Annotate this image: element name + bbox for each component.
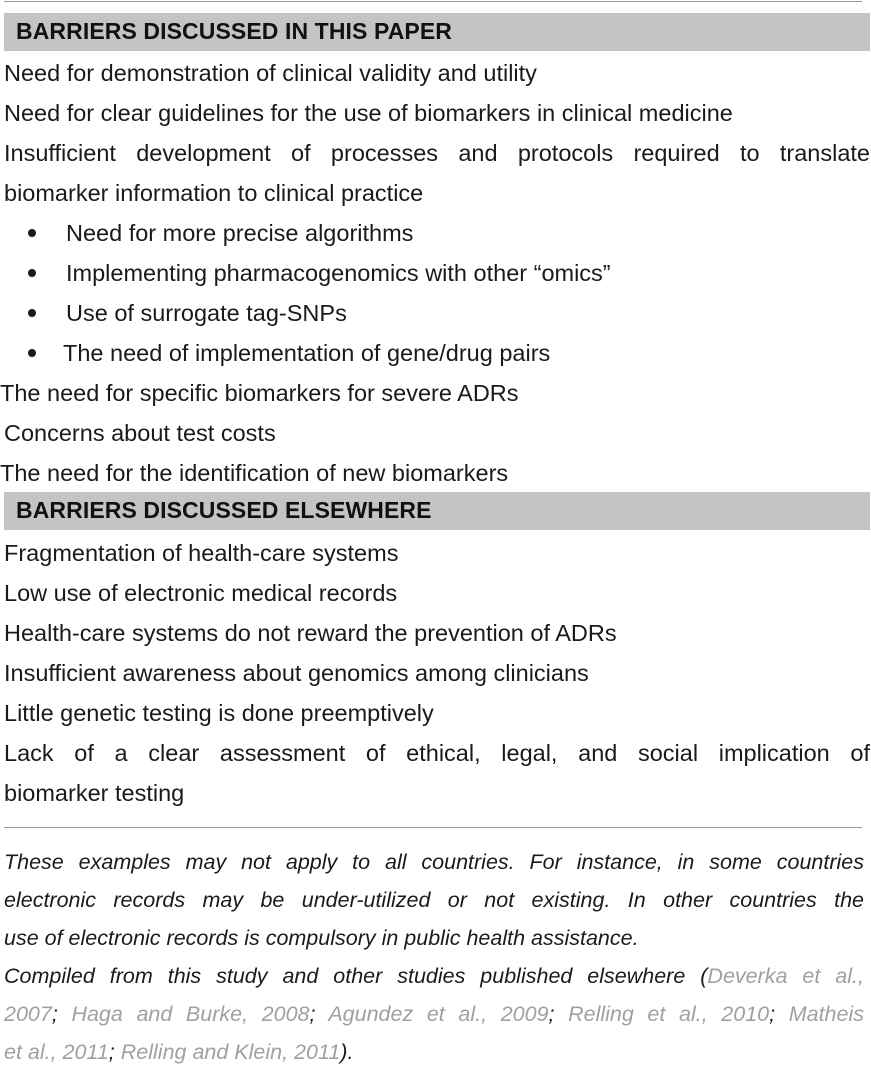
barrier-item-line: biomarker testing (4, 780, 185, 806)
bullet-text: The need of implementation of gene/drug pairs (63, 340, 551, 366)
barrier-item: Fragmentation of health-care systems (4, 540, 399, 566)
bullet-text: Need for more precise algorithms (66, 220, 414, 246)
barrier-item: Need for demonstration of clinical validity and utility (4, 60, 537, 86)
citation-link[interactable]: et al., 2011 (4, 1040, 109, 1064)
citation-line (4, 1000, 864, 1028)
footnote-line: electronic records may be under-utilized or not existing. In other countries the (4, 888, 864, 912)
bullet-dot-icon (28, 229, 36, 237)
citation-link[interactable]: Agundez et al., 2009 (328, 1002, 549, 1026)
citation-separator: ; (769, 1002, 789, 1026)
citation-link[interactable]: 2007 (4, 1002, 52, 1026)
footnote-rule (4, 827, 862, 828)
compiled-text: Compiled from this study and other studies published elsewhere ( (4, 964, 708, 988)
barrier-item: Low use of electronic medical records (4, 580, 398, 606)
closing-punctuation: ). (340, 1040, 354, 1064)
citation-link[interactable]: Relling et al., 2010 (568, 1002, 770, 1026)
citation-link[interactable]: Haga and Burke, 2008 (71, 1002, 310, 1026)
barrier-item: Need for clear guidelines for the use of biomarkers in clinical medicine (4, 100, 733, 126)
bullet-dot-icon (28, 269, 36, 277)
top-rule (4, 1, 862, 2)
barrier-item: Health-care systems do not reward the prevention of ADRs (4, 620, 617, 646)
bullet-text: Implementing pharmacogenomics with other “omics” (66, 260, 611, 286)
citation-separator: ; (309, 1002, 329, 1026)
bullet-text: Use of surrogate tag-SNPs (66, 300, 347, 326)
bullet-item (28, 339, 550, 367)
section-heading-label: BARRIERS DISCUSSED IN THIS PAPER (16, 18, 452, 44)
barrier-item-line: biomarker information to clinical practice (4, 180, 424, 206)
footnote-line: These examples may not apply to all countries. For instance, in some countries (4, 850, 864, 874)
citation-link[interactable]: Deverka et al., (707, 964, 864, 988)
section-heading-elsewhere (4, 492, 870, 530)
compiled-line (4, 962, 864, 990)
barrier-item: The need for specific biomarkers for severe ADRs (0, 380, 519, 406)
section-heading-label: BARRIERS DISCUSSED ELSEWHERE (16, 497, 432, 523)
bullet-dot-icon (28, 349, 36, 357)
barrier-item-line: Lack of a clear assessment of ethical, legal, and social implication of (4, 740, 870, 766)
citation-separator: ; (548, 1002, 569, 1026)
barrier-item: Insufficient awareness about genomics among clinicians (4, 660, 589, 686)
bullet-item (28, 219, 413, 247)
citation-separator: ; (51, 1002, 72, 1026)
citation-line (4, 1038, 864, 1066)
barrier-item: The need for the identification of new biomarkers (0, 460, 509, 486)
footnote-line: use of electronic records is compulsory in public health assistance. (4, 926, 639, 950)
barrier-item-line: Insufficient development of processes and protocols required to translate (4, 140, 870, 166)
barrier-item: Little genetic testing is done preemptively (4, 700, 434, 726)
citation-link[interactable]: Matheis (788, 1002, 864, 1026)
barrier-item: Concerns about test costs (4, 420, 276, 446)
section-heading-this-paper (4, 13, 870, 51)
citation-separator: ; (108, 1040, 121, 1064)
bullet-dot-icon (28, 309, 36, 317)
citation-link[interactable]: Relling and Klein, 2011 (120, 1040, 341, 1064)
bullet-item (28, 259, 611, 287)
bullet-item (28, 299, 347, 327)
